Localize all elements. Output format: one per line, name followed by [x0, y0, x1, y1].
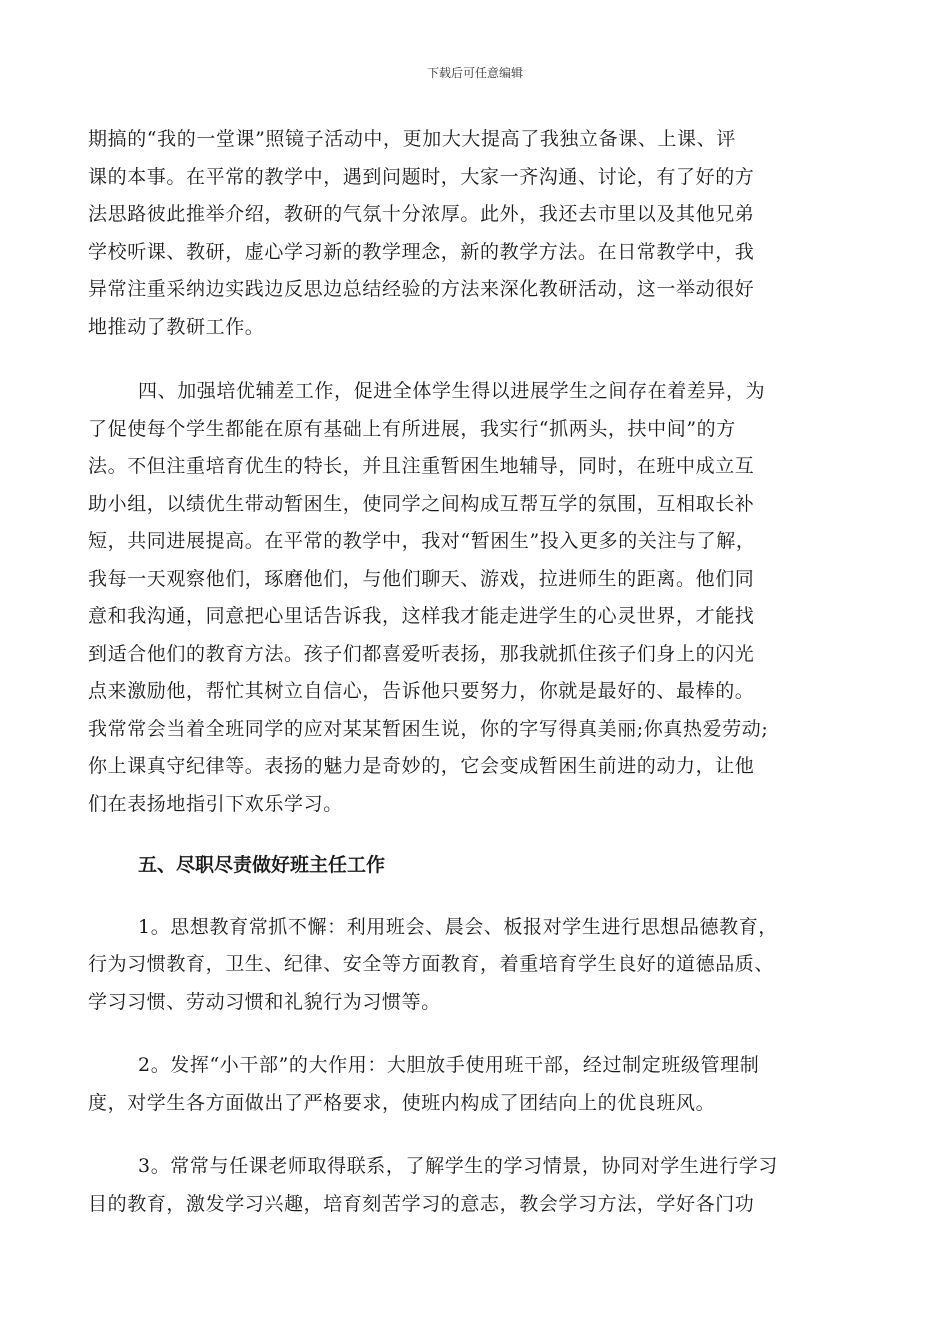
text-line: 了促使每个学生都能在原有基础上有所进展，我实行“抓两头，扶中间”的方	[88, 417, 736, 440]
paragraph-section-four	[88, 373, 853, 823]
text-line: 法思路彼此推举介绍，教研的气氛十分浓厚。此外，我还去市里以及其他兄弟	[88, 203, 755, 225]
text-line: 助小组，以绩优生带动暂困生，使同学之间构成互帮互学的氛围，互相取长补	[88, 492, 755, 515]
text-line: 1。思想教育常抓不懈：利用班会、晨会、板报对学生进行思想品德教育，	[138, 915, 778, 938]
text-line: 异常注重采纳边实践边反思边总结经验的方法来深化教研活动，这一举动很好	[88, 278, 755, 300]
text-line: 我常常会当着全班同学的应对某某暂困生说，你的字写得真美丽;你真热爱劳动;	[88, 717, 769, 740]
paragraph-item-2	[88, 1047, 853, 1122]
text-line: 点来激励他，帮忙其树立自信心，告诉他只要努力，你就是最好的、最棒的。	[88, 680, 755, 702]
text-line: 期搞的“我的一堂课”照镜子活动中，更加大大提高了我独立备课、上课、评	[88, 128, 736, 150]
paragraph-item-3	[88, 1148, 853, 1223]
text-line: 2。发挥“小干部”的大作用：大胆放手使用班干部，经过制定班级管理制	[138, 1054, 760, 1076]
text-line: 3。常常与任课老师取得联系，了解学生的学习情景，协同对学生进行学习	[138, 1155, 778, 1177]
text-line: 法。不但注重培育优生的特长，并且注重暂困生地辅导，同时，在班中成立互	[88, 455, 755, 477]
document-body	[88, 121, 853, 1223]
text-line: 地推动了教研工作。	[88, 315, 265, 338]
text-line: 你上课真守纪律等。表扬的魅力是奇妙的，它会变成暂困生前进的动力，让他	[88, 755, 755, 777]
page-header: 下载后可任意编辑	[426, 66, 523, 80]
section-heading: 五、尽职尽责做好班主任工作	[138, 854, 386, 876]
text-line: 意和我沟通，同意把心里话告诉我，这样我才能走进学生的心灵世界，才能找	[88, 605, 755, 627]
text-line: 学习习惯、劳动习惯和礼貌行为习惯等。	[88, 990, 441, 1013]
text-line: 学校听课、教研，虚心学习新的教学理念，新的教学方法。在日常教学中，我	[88, 240, 755, 263]
text-line: 四、加强培优辅差工作，促进全体学生得以进展学生之间存在着差异，为	[138, 380, 766, 402]
text-line: 行为习惯教育，卫生、纪律、安全等方面教育，着重培育学生良好的道德品质、	[88, 953, 775, 975]
text-line: 我每一天观察他们，琢磨他们，与他们聊天、游戏，拉进师生的距离。他们同	[88, 567, 755, 590]
text-line: 短，共同进展提高。在平常的教学中，我对“暂困生”投入更多的关注与了解，	[88, 530, 756, 552]
text-line: 到适合他们的教育方法。孩子们都喜爱听表扬，那我就抓住孩子们身上的闪光	[88, 642, 755, 665]
paragraph-teaching-research	[88, 121, 853, 346]
paragraph-item-1	[88, 909, 853, 1022]
text-line: 目的教育，激发学习兴趣，培育刻苦学习的意志，教会学习方法，学好各门功	[88, 1192, 755, 1215]
text-line: 度，对学生各方面做出了严格要求，使班内构成了团结向上的优良班风。	[88, 1091, 716, 1114]
text-line: 们在表扬地指引下欢乐学习。	[88, 792, 343, 815]
text-line: 课的本事。在平常的教学中，遇到问题时，大家一齐沟通、讨论，有了好的方	[88, 165, 755, 188]
